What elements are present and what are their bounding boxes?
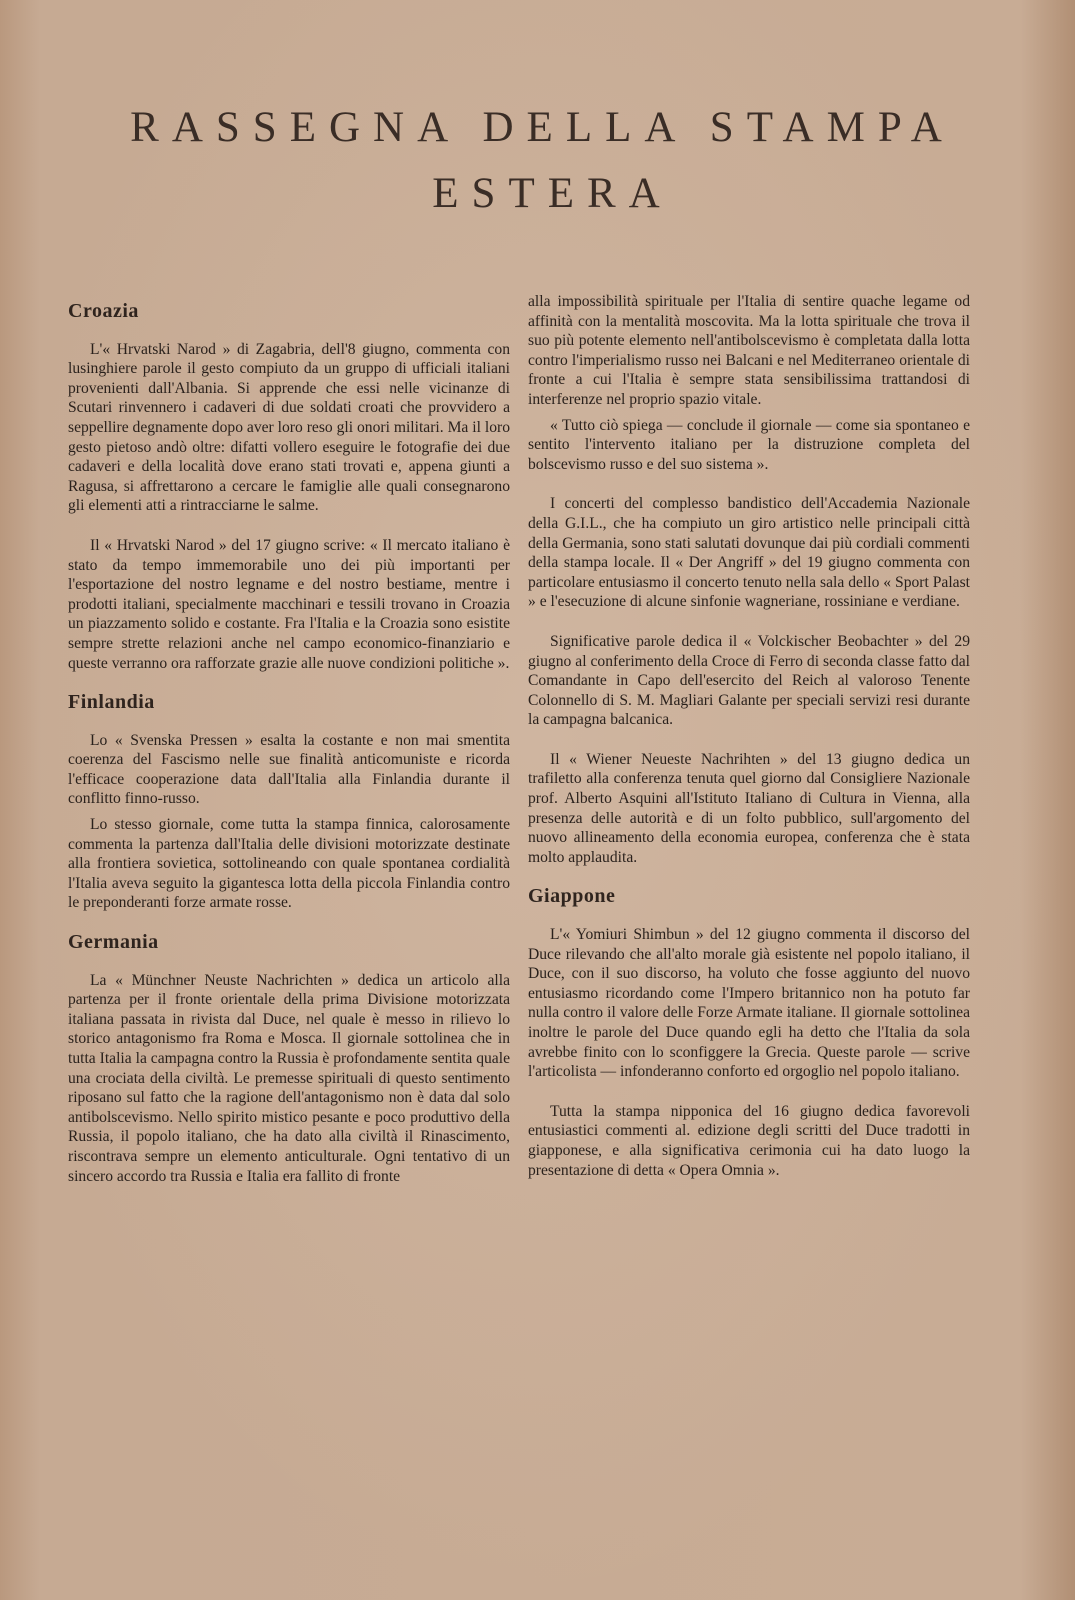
paragraph-finlandia-2: Lo stesso giornale, come tutta la stampa finnica, calorosamente commenta la partenza dall'Italia delle divisioni motorizzate destinate alla frontiera sovietica, sottolineando con quale spontanea cordialità l'Italia aveva seguito la gigantesca lotta della piccola Finlandia contro le preponderanti forze armate rosse. (68, 816, 510, 912)
paragraph-croazia-2: Il « Hrvatski Narod » del 17 giugno scrive: « Il mercato italiano è stato da tempo immemorabile uno dei più importanti per l'esportazione del nostro legname e del nostro bestiame, mentre i prodotti italiani, specialmente macchinari e tessili trovano in Croazia un piazzamento solido e costante. Fra l'Italia e la Croazia sono esistite sempre strette relazioni anche nel campo economico-finanziario e queste verranno ora rafforzate grazie alle nuove condizioni politiche ». (68, 536, 510, 672)
right-column (528, 292, 970, 1200)
section-heading-giappone: Giappone (528, 885, 616, 908)
left-column (68, 302, 510, 1206)
paragraph-finlandia-1: Lo « Svenska Pressen » esalta la costante e non mai smentita coerenza del Fascismo nelle sue finalità anticomuniste e ricorda l'efficace cooperazione data dall'Italia alla Finlandia durante il conflitto finno-russo. (68, 731, 510, 808)
title-line-1: RASSEGNA DELLA STAMPA (130, 104, 955, 151)
section-heading-germania: Germania (68, 931, 159, 954)
section-heading-croazia: Croazia (68, 300, 139, 322)
paragraph-giappone-2: Tutta la stampa nipponica del 16 giugno dedica favorevoli entusiastici commenti al. edizione degli scritti del Duce tradotti in giapponese, e alla significativa cerimonia cui ha dato luogo la presentazione di detta « Opera Omnia ». (528, 1102, 970, 1179)
paragraph-germania-5: Il « Wiener Neueste Nachrihten » del 13 giugno dedica un trafiletto alla conferenza tenuta quel giorno dal Consigliere Nazionale prof. Alberto Asquini all'Istituto Italiano di Cultura in Vienna, alla presenza delle autorità e di un folto pubblico, sull'argomento del nuovo allineamento della economia europea, conferenza che è stata molto applaudita. (528, 750, 970, 866)
section-heading-finlandia: Finlandia (68, 691, 155, 714)
paragraph-germania-2: « Tutto ciò spiega — conclude il giornale — come sia spontaneo e sentito l'intervento italiano per la distruzione completa del bolscevismo russo e del suo sistema ». (528, 416, 970, 473)
paragraph-giappone-1: L'« Yomiuri Shimbun » del 12 giugno commenta il discorso del Duce rilevando che all'alto morale già esistente nel popolo italiano, il Duce, con il suo discorso, ha voluto che fosse aggiunto del nuovo entusiasmo ricordando come l'Impero britannico non ha potuto far nulla contro il valore delle Forze Armate italiane. Il giornale sottolinea inoltre le parole del Duce quando egli ha detto che l'Italia da sola avrebbe finito con lo sconfiggere la Grecia. Queste parole — scrive l'articolista — infonderanno conforto ed orgoglio nel popolo italiano. (528, 926, 970, 1081)
paragraph-germania-3: I concerti del complesso bandistico dell'Accademia Nazionale della G.I.L., che ha compiuto un giro artistico nelle principali città della Germania, sono stati salutati dovunque dai più cordiali commenti della stampa locale. Il « Der Angriff » del 19 giugno commenta con particolare entusiasmo il concerto tenuto nella sala dello « Sport Palast » e l'esecuzione di alcune sinfonie wagneriane, rossiniane e verdiane. (528, 495, 970, 611)
page-title (0, 95, 1075, 227)
paragraph-croazia-1: L'« Hrvatski Narod » di Zagabria, dell'8 giugno, commenta con lusinghiere parole il gesto compiuto da un gruppo di ufficiali italiani provenienti dall'Albania. Si apprende che essi nelle vicinanze di Scutari rinvennero i cadaveri di due soldati croati che provvidero a seppellire degnamente dopo aver loro reso gli onori militari. Ma il loro gesto pietoso andò oltre: difatti vollero eseguire le fotografie dei due cadaveri e della località dove erano stati trovati e, appena giunti a Ragusa, si affrettarono a cercare le famiglie alle quali consegnarono gli elementi atti a rintracciarne le salme. (68, 340, 510, 515)
title-line-2: ESTERA (432, 170, 673, 217)
paragraph-germania-continued: alla impossibilità spirituale per l'Italia di sentire quache legame od affinità con la mentalità moscovita. Ma la lotta spirituale che trova il suo più potente elemento nell'antibolscevismo è completata dalla lotta contro l'imperialismo russo nei Balcani e nel Mediterraneo orientale di fronte a cui l'Italia è sempre stata sensibilissima trattandosi di interferenze nel proprio spazio vitale. (528, 293, 970, 408)
paragraph-germania-4: Significative parole dedica il « Volckischer Beobachter » del 29 giugno al conferimento della Croce di Ferro di seconda classe fatto dal Comandante in Capo dell'esercito del Reich al valoroso Tenente Colonnello di S. M. Magliari Galante per speciali servizi resi durante la campagna balcanica. (528, 632, 970, 729)
paragraph-germania-1: La « Münchner Neuste Nachrichten » dedica un articolo alla partenza per il fronte orientale della prima Divisione motorizzata italiana passata in rivista dal Duce, nel quale è messo in rilievo lo storico antagonismo fra Roma e Mosca. Il giornale sottolinea che in tutta Italia la campagna contro la Russia è profondamente sentita quale una crociata della civiltà. Le premesse spirituali di questo sentimento riposano sul fatto che la ragione dell'antagonismo non è data dal solo antibolscevismo. Nello spirito mistico pesante e poco produttivo della Russia, il popolo italiano, che ha dato alla civiltà il Rinascimento, riscontrava sempre un elemento anticulturale. Ogni tentativo di un sincero accordo tra Russia e Italia era fallito di fronte (68, 971, 510, 1185)
